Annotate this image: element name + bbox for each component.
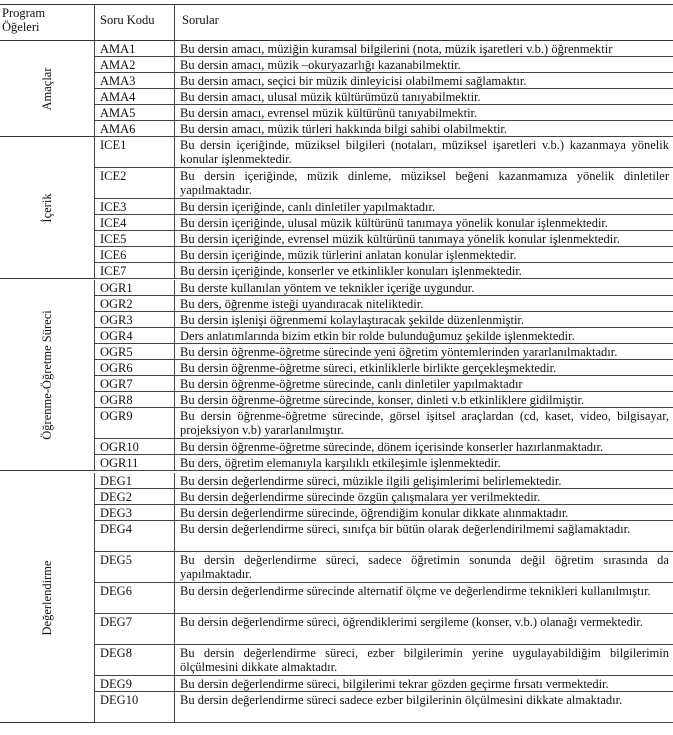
question-text: Bu dersin öğrenme-öğretme sürecinde, dönem içerisinde konserler hazırlanmaktadır. [174, 439, 673, 455]
question-code: ICE7 [94, 263, 174, 279]
question-text: Bu dersin içeriğinde, müzik türlerini anlatan konular işlenmektedir. [174, 247, 673, 263]
question-text: Bu dersin değerlendirme süreci, sadece öğretimin sonunda değil öğretim sırasında da yapılmaktadır. [174, 552, 673, 583]
question-text: Bu dersin öğrenme-öğretme süreci, etkinliklerle birlikte gerçekleşmektedir. [174, 360, 673, 376]
question-text: Bu ders, öğretim elemanıyla karşılıklı etkileşimle işlenmektedir. [174, 455, 673, 471]
header-sorular: Sorular [182, 13, 219, 27]
question-text: Bu dersin içeriğinde, ulusal müzik kültürünü tanımaya yönelik konular işlenmektedir. [174, 215, 673, 231]
header-divider [174, 4, 175, 40]
question-text: Bu dersin değerlendirme süreci, bilgilerimi tekrar gözden geçirme fırsatı vermektedir. [174, 676, 673, 692]
section-cell [0, 137, 94, 279]
question-text: Bu dersin amacı, ulusal müzik kültürümüzü tanıyabilmektir. [174, 89, 673, 105]
header-col1-line1: Program [2, 6, 46, 20]
question-text: Ders anlatımlarında bizim etkin bir rolde bulunduğumuz şekilde işlenmektedir. [174, 328, 673, 344]
question-text: Bu dersin değerlendirme sürecinde özgün çalışmalara yer verilmektedir. [174, 489, 673, 505]
question-code: OGR3 [94, 312, 174, 328]
question-code: DEG1 [94, 473, 174, 489]
question-text: Bu dersin değerlendirme sürecinde alternatif ölçme ve değerlendirme teknikleri kullanılmıştır. [174, 583, 673, 614]
question-code: AMA1 [94, 41, 174, 57]
table-top-rule [0, 4, 673, 5]
question-code: OGR4 [94, 328, 174, 344]
question-text: Bu dersin değerlendirme sürecinde, öğrendiğim konular dikkate alınmaktadır. [174, 505, 673, 521]
section-label: İçerik [40, 192, 54, 223]
question-code: AMA4 [94, 89, 174, 105]
question-code: AMA2 [94, 57, 174, 73]
question-text: Bu dersin içeriğinde, canlı dinletiler yapılmaktadır. [174, 199, 673, 215]
question-code: DEG5 [94, 552, 174, 583]
question-code: OGR9 [94, 408, 174, 439]
question-text: Bu dersin değerlendirme süreci, öğrendiklerimi sergileme (konser, v.b.) olanağı vermektedir. [174, 614, 673, 645]
question-text: Bu dersin öğrenme-öğretme sürecinde, görsel işitsel araçlardan (cd, kaset, video, bilgisayar, projeksiyon v.b) yararlanılmıştır. [174, 408, 673, 439]
question-code: OGR10 [94, 439, 174, 455]
question-text: Bu dersin amacı, müzik –okuryazarlığı kazanabilmektir. [174, 57, 673, 73]
question-text: Bu dersin değerlendirme süreci, sınıfça bir bütün olarak değerlendirilmemi sağlamaktadır. [174, 521, 673, 552]
section-label: Amaçlar [40, 66, 54, 111]
question-text: Bu dersin amacı, müzik türleri hakkında bilgi sahibi olabilmektir. [174, 121, 673, 137]
question-text: Bu dersin öğrenme-öğretme sürecinde, konser, dinleti v.b etkinliklere gidilmiştir. [174, 392, 673, 408]
question-code: AMA5 [94, 105, 174, 121]
question-code: DEG8 [94, 645, 174, 676]
question-code: DEG4 [94, 521, 174, 552]
question-code: OGR5 [94, 344, 174, 360]
question-text: Bu dersin işlenişi öğrenmemi kolaylaştıracak şekilde düzenlenmiştir. [174, 312, 673, 328]
header-divider [94, 4, 95, 40]
question-code: DEG3 [94, 505, 174, 521]
question-text: Bu dersin amacı, müziğin kuramsal bilgilerini (nota, müzik işaretleri v.b.) öğrenmektir [174, 41, 673, 57]
question-text: Bu dersin amacı, evrensel müzik kültürünü tanıyabilmektir. [174, 105, 673, 121]
section-cell [0, 41, 94, 137]
question-text: Bu dersin değerlendirme süreci, ezber bilgilerimin yerine uygulayabildiğim bilgilerimin ölçülmesini dikkate almaktadır. [174, 645, 673, 676]
section-cell [0, 280, 94, 471]
question-code: DEG9 [94, 676, 174, 692]
question-code: OGR1 [94, 280, 174, 296]
question-text: Bu dersin içeriğinde, evrensel müzik kültürünü tanımaya yönelik konular işlenmektedir. [174, 231, 673, 247]
header-program-ogeleri [2, 6, 45, 34]
question-code: AMA6 [94, 121, 174, 137]
question-code: DEG7 [94, 614, 174, 645]
section-label: Öğrenme-Öğretme Süreci [40, 310, 54, 440]
question-code: DEG6 [94, 583, 174, 614]
question-code: ICE2 [94, 168, 174, 199]
header-soru-kodu: Soru Kodu [100, 13, 155, 27]
section-label: Değerlendirme [40, 560, 54, 635]
question-code: AMA3 [94, 73, 174, 89]
header-col1-line2: Öğeleri [2, 20, 40, 34]
question-text: Bu dersin değerlendirme süreci, müzikle ilgili gelişimlerimi belirlemektedir. [174, 473, 673, 489]
question-code: OGR8 [94, 392, 174, 408]
question-text: Bu derste kullanılan yöntem ve teknikler içeriğe uygundur. [174, 280, 673, 296]
question-code: ICE3 [94, 199, 174, 215]
question-text: Bu dersin değerlendirme süreci sadece ezber bilgilerinin ölçülmesini dikkate almaktadır. [174, 692, 673, 723]
question-code: OGR6 [94, 360, 174, 376]
question-text: Bu dersin içeriğinde, müzik dinleme, müziksel beğeni kazanmamıza yönelik dinletiler yapılmaktadır. [174, 168, 673, 199]
question-code: OGR11 [94, 455, 174, 471]
question-text: Bu ders, öğrenme isteği uyandıracak niteliktedir. [174, 296, 673, 312]
question-text: Bu dersin amacı, seçici bir müzik dinleyicisi olabilmemi sağlamaktır. [174, 73, 673, 89]
question-code: ICE6 [94, 247, 174, 263]
question-text: Bu dersin öğrenme-öğretme sürecinde yeni öğretim yöntemlerinden yararlanılmaktadır. [174, 344, 673, 360]
section-cell [0, 473, 94, 723]
question-code: ICE4 [94, 215, 174, 231]
question-code: DEG2 [94, 489, 174, 505]
question-code: ICE1 [94, 137, 174, 168]
question-text: Bu dersin öğrenme-öğretme sürecinde, canlı dinletiler yapılmaktadır [174, 376, 673, 392]
question-text: Bu dersin içeriğinde, konserler ve etkinlikler konuları işlenmektedir. [174, 263, 673, 279]
question-code: DEG10 [94, 692, 174, 723]
question-text: Bu dersin içeriğinde, müziksel bilgileri (notaları, müziksel işaretleri v.b.) kazanmaya yönelik konular işlenmektedir. [174, 137, 673, 168]
question-code: OGR2 [94, 296, 174, 312]
question-code: ICE5 [94, 231, 174, 247]
question-code: OGR7 [94, 376, 174, 392]
